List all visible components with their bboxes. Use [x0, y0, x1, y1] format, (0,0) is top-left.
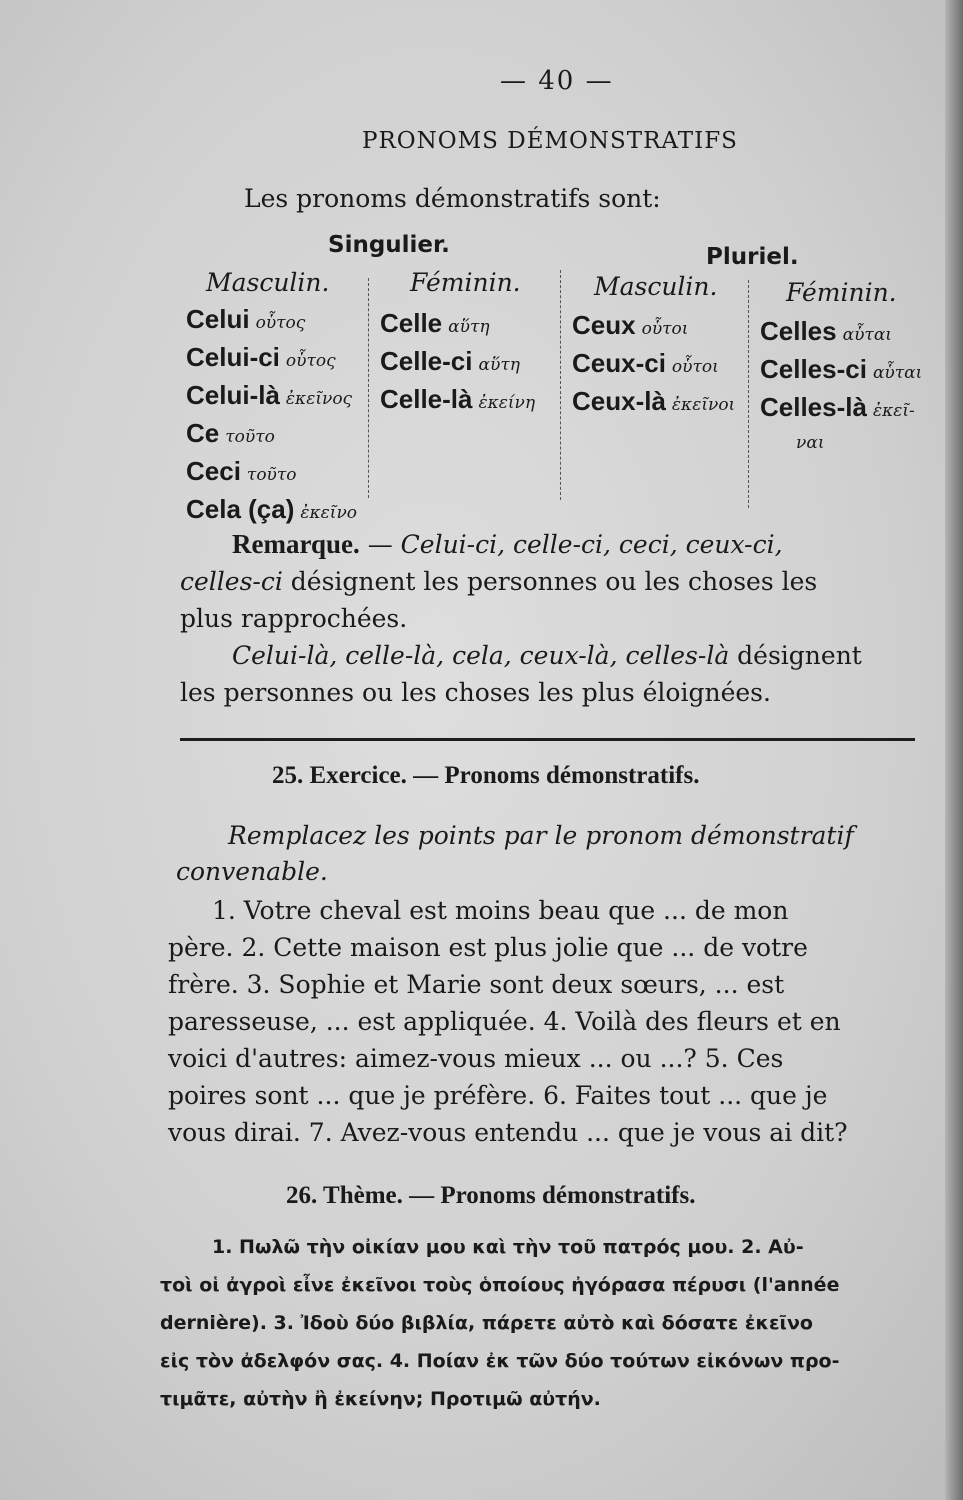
remarque-paragraph: Remarque. — Celui-ci, celle-ci, ceci, ceux-ci, celles-ci désignent les personnes ou les choses les plus rapprochées. Celui-là, celle-là, cela, ceux-là, celles-là désignent les personnes ou les choses les plus éloignées.	[180, 529, 862, 707]
section-divider	[180, 738, 915, 741]
theme-line: τιμᾶτε, αὐτὴν ἢ ἐκείνην; Προτιμῶ αὐτήν.	[160, 1388, 601, 1410]
table-row: Celle αὕτη	[380, 308, 490, 338]
exercice-body	[168, 892, 913, 1151]
table-row: Celui-là ἐκεῖνος	[186, 380, 353, 410]
table-row: Celles-là ἐκεῖ-	[760, 392, 915, 422]
table-row: Ceux-ci οὗτοι	[572, 348, 719, 378]
theme-line: τοὶ οἱ ἀγροὶ εἶνε ἐκεῖνοι τοὺς ὁποίους ἠγόρασα πέρυσι (l'année	[160, 1274, 840, 1296]
col2-heading: Féminin.	[410, 268, 521, 297]
page-number: — 40 —	[500, 66, 614, 96]
theme-body	[160, 1228, 900, 1418]
exercice-heading: 25. Exercice. — Pronoms démonstratifs.	[272, 762, 700, 789]
column-divider	[748, 280, 749, 508]
table-row: Celles αὗται	[760, 316, 892, 346]
table-row: Ceux-là ἐκεῖνοι	[572, 386, 736, 416]
table-row: Celui-ci οὗτος	[186, 342, 336, 372]
exercice-line: frère. 3. Sophie et Marie sont deux sœurs, ... est	[168, 970, 785, 999]
exercice-line: voici d'autres: aimez-vous mieux ... ou ...? 5. Ces	[168, 1044, 784, 1073]
table-row: Celui οὗτος	[186, 304, 306, 334]
singulier-heading: Singulier.	[328, 232, 450, 258]
col3-masculin-pluriel	[572, 306, 735, 420]
col1-masculin-singulier	[186, 300, 357, 528]
exercice-line: 1. Votre cheval est moins beau que ... de mon	[212, 896, 789, 925]
col1-heading: Masculin.	[206, 268, 330, 297]
table-row: Ceci τοῦτο	[186, 456, 297, 486]
column-divider	[560, 270, 561, 500]
table-row: Celles-ci αὗται	[760, 354, 923, 384]
table-row: ναι	[796, 433, 825, 453]
col4-heading: Féminin.	[786, 278, 897, 307]
table-row: Ceux οὗτοι	[572, 310, 689, 340]
theme-line: dernière). 3. Ἰδοὺ δύο βιβλία, πάρετε αὐτὸ καὶ δόσατε ἐκεῖνο	[160, 1312, 813, 1334]
table-row: Celle-là ἐκείνη	[380, 384, 536, 414]
table-row: Cela (ça) ἐκεῖνο	[186, 494, 358, 524]
col3-heading: Masculin.	[594, 272, 718, 301]
exercice-line: vous dirai. 7. Avez-vous entendu ... que je vous ai dit?	[168, 1118, 848, 1147]
table-row: Ce τοῦτο	[186, 418, 275, 448]
exercice-line: père. 2. Cette maison est plus jolie que ... de votre	[168, 933, 808, 962]
theme-line: εἰς τὸν ἀδελφόν σας. 4. Ποίαν ἐκ τῶν δύο τούτων εἰκόνων προ-	[160, 1350, 840, 1372]
column-divider	[368, 278, 369, 498]
pluriel-heading: Pluriel.	[706, 244, 799, 270]
exercice-line: paresseuse, ... est appliquée. 4. Voilà des fleurs et en	[168, 1007, 841, 1036]
theme-line: 1. Πωλῶ τὴν οἰκίαν μου καὶ τὴν τοῦ πατρός μου. 2. Αὐ-	[212, 1236, 804, 1258]
page-edge	[945, 0, 963, 1500]
col2-feminin-singulier	[380, 304, 535, 418]
remarque-label: Remarque.	[232, 529, 360, 559]
table-row: Celle-ci αὕτη	[380, 346, 520, 376]
intro-text: Les pronoms démonstratifs sont:	[244, 184, 661, 213]
col4-feminin-pluriel	[760, 312, 922, 452]
page-title: PRONOMS DÉMONSTRATIFS	[362, 128, 738, 154]
exercice-instruction: Remplacez les points par le pronom démonstratif convenable.	[176, 821, 854, 886]
exercice-line: poires sont ... que je préfère. 6. Faites tout ... que je	[168, 1081, 828, 1110]
theme-heading: 26. Thème. — Pronoms démonstratifs.	[286, 1182, 696, 1209]
